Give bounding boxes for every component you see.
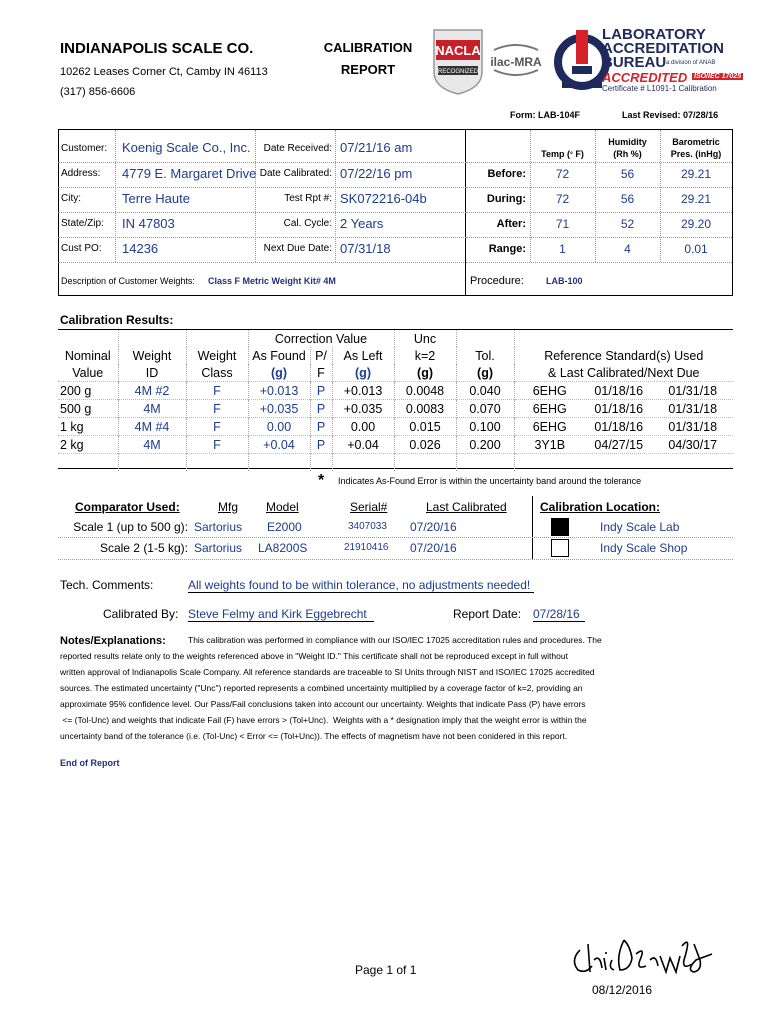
ref-cell: 6EHG 01/18/16 01/31/18: [514, 400, 733, 418]
tol-header: Tol.: [456, 347, 514, 364]
humidity-header: Humidity (Rh %): [608, 137, 647, 159]
statezip-value: IN 47803: [122, 216, 175, 231]
weight-class-cell: F: [186, 382, 248, 400]
weight-class-cell: F: [186, 400, 248, 418]
env-before-label: Before:: [487, 168, 526, 180]
env-during-temp: 72: [555, 192, 570, 206]
tol-unit: (g): [456, 364, 514, 382]
ref-header: Reference Standard(s) Used: [544, 348, 704, 363]
city-value: Terre Haute: [122, 191, 190, 206]
unc-cell: 0.026: [394, 436, 456, 454]
as-left-cell: +0.04: [332, 436, 394, 454]
calibration-results-table: [58, 330, 733, 471]
scale1-label: Scale 1 (up to 500 g):: [73, 520, 188, 534]
temp-header: Temp (° F): [541, 149, 584, 159]
env-range-pressure: 0.01: [684, 242, 708, 256]
asterisk-note: Indicates As-Found Error is within the uncertainty band around the tolerance: [338, 476, 642, 486]
scale1-serial: 3407033: [348, 521, 387, 532]
env-after-pressure: 29.20: [680, 217, 712, 231]
tech-comments-value: All weights found to be within tolerance, no adjustments needed!: [188, 578, 534, 593]
correction-value-header: Correction Value: [248, 330, 394, 347]
address-label: Address:: [61, 168, 101, 179]
report-date-value: 07/28/16: [533, 607, 585, 622]
env-before-temp: 72: [555, 167, 570, 181]
pf-header: P/: [310, 347, 332, 364]
testrpt-label: Test Rpt #:: [284, 193, 332, 204]
cycle-label: Cal. Cycle:: [283, 218, 332, 229]
tol-cell: 0.100: [456, 418, 514, 436]
ilac-logo-text: ilac-MRA: [490, 55, 542, 69]
bureau-line2: ACCREDITATION: [602, 40, 724, 57]
bureau-cert: Certificate # L1091-1 Calibration: [602, 84, 717, 93]
scale1-last: 07/20/16: [410, 520, 457, 534]
pressure-header: Barometric Pres. (inHg): [670, 137, 722, 159]
testrpt-value: SK072216-04b: [340, 191, 427, 206]
last-revised: Last Revised: 07/28/16: [622, 110, 719, 120]
scale2-mfg: Sartorius: [194, 541, 243, 555]
env-range-humidity: 4: [624, 242, 631, 256]
env-during-humidity: 56: [620, 192, 635, 206]
as-found-cell: +0.04: [248, 436, 310, 454]
table-row: [58, 400, 733, 418]
notes-label: Notes/Explanations:: [60, 635, 166, 647]
mfg-header: Mfg: [218, 500, 239, 514]
as-left-unit: (g): [332, 364, 394, 382]
env-before-pressure: 29.21: [680, 167, 712, 181]
env-during-label: During:: [486, 193, 526, 205]
nextdue-label: Next Due Date:: [263, 243, 332, 254]
ref-cell: 3Y1B 04/27/15 04/30/17: [514, 436, 733, 454]
customer-value: Koenig Scale Co., Inc.: [122, 140, 251, 155]
as-left-cell: 0.00: [332, 418, 394, 436]
weight-id-cell: 4M #2: [118, 382, 186, 400]
as-left-cell: +0.035: [332, 400, 394, 418]
weight-id-header: Weight: [118, 347, 186, 364]
weight-id-header-2: ID: [118, 364, 186, 382]
nominal-cell: 2 kg: [58, 436, 118, 454]
last-calibrated-header: Last Calibrated: [426, 500, 507, 514]
weight-class-cell: F: [186, 418, 248, 436]
as-found-cell: 0.00: [248, 418, 310, 436]
received-label: Date Received:: [263, 143, 332, 154]
calibrated-label: Date Calibrated:: [259, 168, 332, 179]
pf-header-2: F: [310, 364, 332, 382]
pf-cell: P: [310, 400, 332, 418]
nominal-cell: 1 kg: [58, 418, 118, 436]
procedure-value: LAB-100: [546, 276, 583, 286]
notes-line-1: This calibration was performed in compliance with our ISO/IEC 17025 accreditation rules and procedures. The: [188, 635, 602, 645]
tol-cell: 0.070: [456, 400, 514, 418]
bureau-line3: BUREAU: [602, 54, 667, 71]
ilac-mra-logo: [488, 40, 544, 80]
table-row: [58, 418, 733, 436]
notes-line-4: sources. The estimated uncertainty ("Unc") reported represents a combined uncertainty multiplied by a coverage factor of k=2, providing an: [60, 683, 583, 693]
k2-header: k=2: [394, 347, 456, 364]
statezip-label: State/Zip:: [61, 218, 104, 229]
calibrated-by-label: Calibrated By:: [103, 607, 179, 621]
weight-id-cell: 4M: [118, 436, 186, 454]
unc-header: Unc: [394, 330, 456, 347]
city-label: City:: [61, 193, 81, 204]
nominal-header-2: Value: [58, 364, 118, 382]
weight-class-cell: F: [186, 436, 248, 454]
unc-cell: 0.0083: [394, 400, 456, 418]
asterisk-symbol: *: [318, 472, 325, 489]
page-number: Page 1 of 1: [355, 963, 417, 977]
nextdue-value: 07/31/18: [340, 241, 391, 256]
notes-line-6: <= (Tol-Unc) and weights that indicate Fail (F) have errors > (Tol+Unc). Weights with a * designation imply that the weight error is within the: [60, 715, 587, 725]
customer-label: Customer:: [61, 143, 108, 154]
as-found-cell: +0.035: [248, 400, 310, 418]
scale2-serial: 21910416: [344, 542, 389, 553]
signature: [566, 930, 716, 986]
as-found-unit: (g): [248, 364, 310, 382]
env-range-temp: 1: [559, 242, 566, 256]
ref-cell: 6EHG 01/18/16 01/31/18: [514, 418, 733, 436]
pf-cell: P: [310, 418, 332, 436]
scale1-mfg: Sartorius: [194, 520, 243, 534]
tech-comments-label: Tech. Comments:: [60, 578, 154, 592]
weight-id-cell: 4M #4: [118, 418, 186, 436]
calibration-location-header: Calibration Location:: [540, 500, 660, 514]
results-title: Calibration Results:: [60, 313, 174, 327]
as-left-header: As Left: [332, 347, 394, 364]
bureau-accredited: ACCREDITED: [602, 70, 688, 85]
ref-header-2: & Last Calibrated/Next Due: [548, 365, 700, 380]
unc-unit: (g): [394, 364, 456, 382]
env-after-label: After:: [496, 218, 526, 230]
env-after-temp: 71: [555, 217, 570, 231]
notes-line-3: written approval of Indianapolis Scale Company. All reference standards are traceable to SI Units through NIST and ISO/IEC 17025 accredited: [60, 667, 595, 677]
pf-cell: P: [310, 436, 332, 454]
notes-line-2: reported results relate only to the weights referenced above in "Weight ID." This certificate shall not be reproduced except in full without: [60, 651, 568, 661]
report-title-line2: REPORT: [340, 62, 396, 77]
weight-id-cell: 4M: [118, 400, 186, 418]
company-name: INDIANAPOLIS SCALE CO.: [60, 40, 254, 57]
as-found-header: As Found: [248, 347, 310, 364]
report-date-label: Report Date:: [453, 607, 522, 621]
company-address: 10262 Leases Corner Ct, Camby IN 46113: [60, 66, 268, 78]
as-left-cell: +0.013: [332, 382, 394, 400]
scale2-label: Scale 2 (1-5 kg):: [99, 541, 188, 555]
tol-cell: 0.200: [456, 436, 514, 454]
notes-line-5: approximate 95% confidence level. Our Pass/Fail conclusions taken into account our uncertainty. Weights that indicate Pass (P) have errors: [60, 699, 586, 709]
description-value: Class F Metric Weight Kit# 4M: [208, 276, 336, 286]
cycle-value: 2 Years: [340, 216, 384, 231]
bureau-division: a division of ANAB: [666, 60, 716, 66]
env-after-humidity: 52: [620, 217, 635, 231]
location-checkbox-shop[interactable]: [551, 539, 569, 557]
env-before-humidity: 56: [620, 167, 635, 181]
description-label: Description of Customer Weights:: [61, 276, 195, 286]
unc-cell: 0.015: [394, 418, 456, 436]
nominal-cell: 200 g: [58, 382, 118, 400]
nacla-logo-text: NACLA: [435, 43, 481, 58]
po-value: 14236: [122, 241, 159, 256]
form-label: Form: LAB-104F: [510, 110, 581, 120]
serial-header: Serial#: [350, 500, 388, 514]
nacla-logo: [430, 26, 486, 96]
scale1-model: E2000: [267, 520, 302, 534]
comparator-used-header: Comparator Used:: [75, 500, 180, 514]
sign-date: 08/12/2016: [592, 983, 653, 997]
bureau-iso: ISO/IEC 17025: [694, 73, 742, 80]
calibrated-value: 07/22/16 pm: [340, 166, 413, 181]
company-phone: (317) 856-6606: [60, 86, 136, 98]
tol-cell: 0.040: [456, 382, 514, 400]
procedure-label: Procedure:: [470, 275, 524, 287]
bureau-line1: LABORATORY: [602, 26, 706, 43]
weight-class-header-2: Class: [186, 364, 248, 382]
table-row: [58, 382, 733, 400]
nominal-cell: 500 g: [58, 400, 118, 418]
table-row: [58, 436, 733, 454]
ref-cell: 6EHG 01/18/16 01/31/18: [514, 382, 733, 400]
env-during-pressure: 29.21: [680, 192, 712, 206]
location-checkbox-lab[interactable]: [551, 518, 569, 536]
nacla-logo-sub: RECOGNIZED: [437, 69, 479, 75]
nominal-header: Nominal: [58, 347, 118, 364]
address-value: 4779 E. Margaret Drive: [122, 166, 257, 181]
scale2-model: LA8200S: [258, 541, 308, 555]
scale2-location: Indy Scale Shop: [600, 541, 688, 555]
received-value: 07/21/16 am: [340, 140, 413, 155]
scale1-location: Indy Scale Lab: [600, 520, 680, 534]
po-label: Cust PO:: [61, 243, 102, 254]
weight-class-header: Weight: [186, 347, 248, 364]
unc-cell: 0.0048: [394, 382, 456, 400]
report-title-line1: CALIBRATION: [323, 40, 413, 55]
scale2-last: 07/20/16: [410, 541, 457, 555]
pf-cell: P: [310, 382, 332, 400]
calibrated-by-value: Steve Felmy and Kirk Eggebrecht: [188, 607, 374, 622]
notes-line-7: uncertainty band of the tolerance (i.e. (Tol-Unc) < Error <= (Tol+Unc)). The effects of magnetism have not been conidered in this report.: [60, 731, 568, 741]
model-header: Model: [266, 500, 299, 514]
as-found-cell: +0.013: [248, 382, 310, 400]
env-range-label: Range:: [488, 243, 526, 255]
end-of-report: End of Report: [60, 758, 120, 768]
